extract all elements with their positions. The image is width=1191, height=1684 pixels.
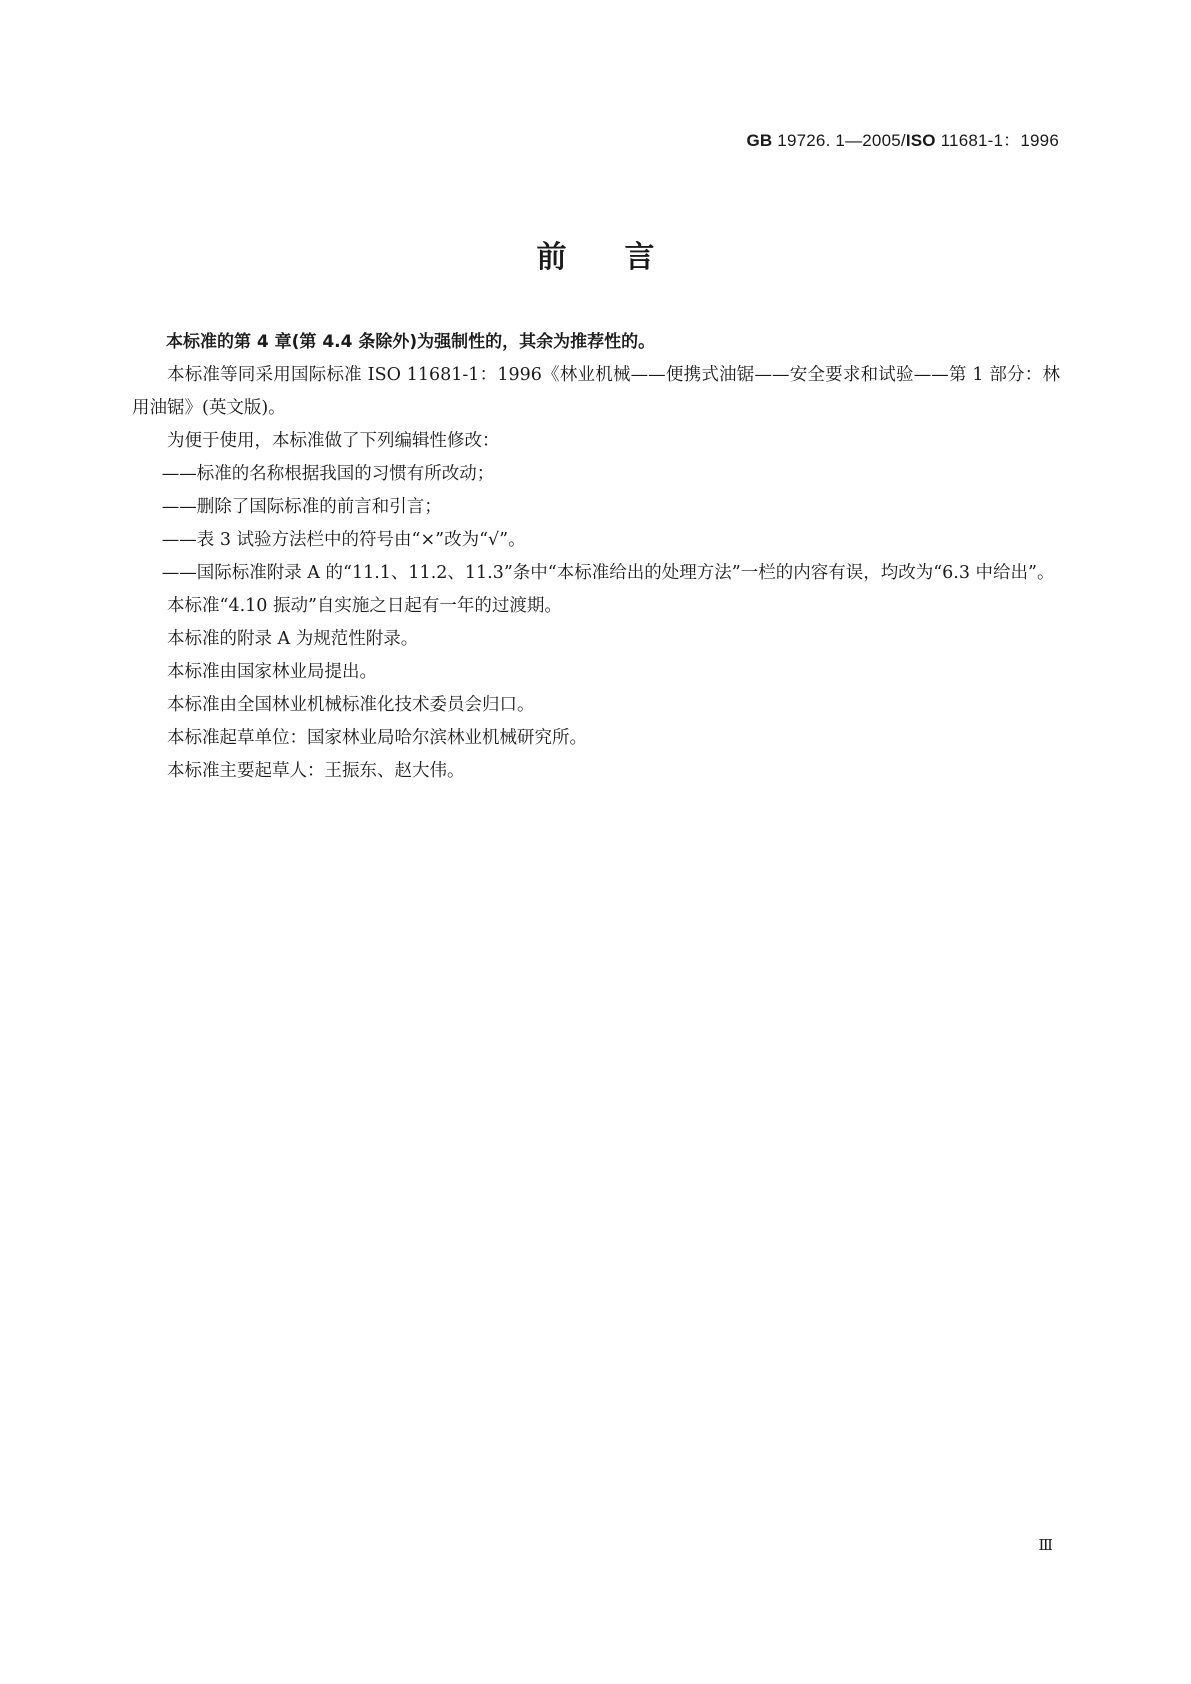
paragraph-edits-intro: 为便于使用，本标准做了下列编辑性修改： xyxy=(167,431,500,451)
paragraph-drafting-unit: 本标准起草单位：国家林业局哈尔滨林业机械研究所。 xyxy=(167,728,587,748)
edit-item-3: ——表 3 试验方法栏中的符号由“×”改为“√”。 xyxy=(161,530,526,550)
standard-number-header xyxy=(746,126,1059,151)
paragraph-transition-period: 本标准“4.10 振动”自实施之日起有一年的过渡期。 xyxy=(167,596,562,616)
edit-item-2: ——删除了国际标准的前言和引言； xyxy=(161,497,442,517)
paragraph-mandatory-clause: 本标准的第 4 章(第 4.4 条除外)为强制性的，其余为推荐性的。 xyxy=(166,332,656,352)
paragraph-adoption: 本标准等同采用国际标准 ISO 11681-1：1996《林业机械——便携式油锯——安全要求和试验——第 1 部分：林用油锯》(英文版)。 xyxy=(132,365,1060,418)
foreword-body xyxy=(132,326,1060,788)
edit-item-1: ——标准的名称根据我国的习惯有所改动； xyxy=(161,464,495,484)
gb-prefix: GB xyxy=(746,131,773,150)
iso-prefix: ISO xyxy=(905,131,936,150)
gb-number: 19726. 1—2005/ xyxy=(772,131,906,150)
paragraph-annex: 本标准的附录 A 为规范性附录。 xyxy=(167,629,419,649)
page-number: Ⅲ xyxy=(1038,1536,1053,1554)
iso-number: 11681-1：1996 xyxy=(935,131,1059,150)
edit-item-4: ——国际标准附录 A 的“11.1、11.2、11.3”条中“本标准给出的处理方法”一栏的内容有误，均改为“6.3 中给出”。 xyxy=(161,563,1055,583)
page-title: 前言 xyxy=(536,240,713,275)
paragraph-proposed-by: 本标准由国家林业局提出。 xyxy=(167,662,377,682)
paragraph-committee: 本标准由全国林业机械标准化技术委员会归口。 xyxy=(167,695,535,715)
paragraph-drafters: 本标准主要起草人：王振东、赵大伟。 xyxy=(167,761,465,781)
